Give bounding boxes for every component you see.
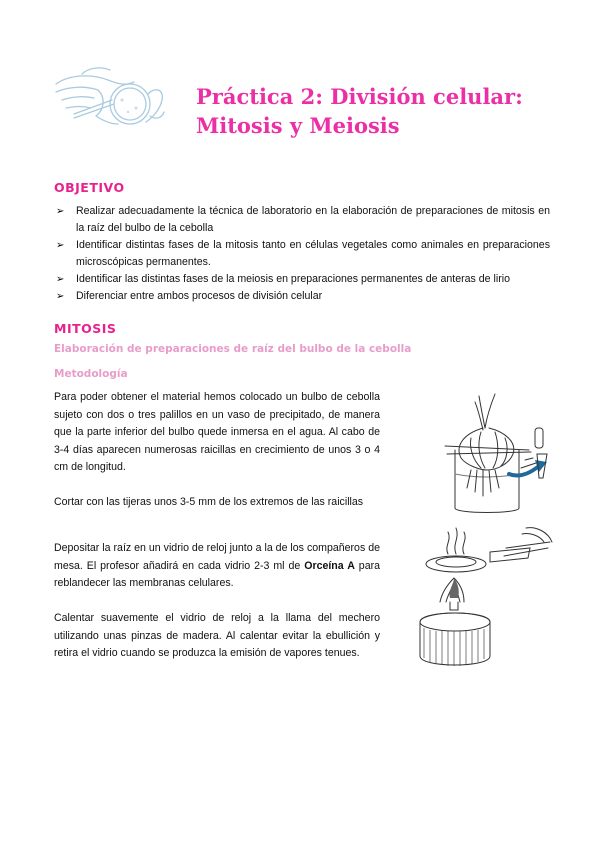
onion-beaker-illustration (425, 388, 555, 518)
objetivo-heading: OBJETIVO (54, 180, 125, 195)
objetivo-item: ➢ Identificar las distintas fases de la meiosis en preparaciones permanentes de anteras de lirio (54, 271, 550, 288)
objetivo-list (54, 203, 550, 305)
objetivo-item: ➢ Realizar adecuadamente la técnica de laboratorio en la elaboración de preparaciones de mitosis en la raíz del bulbo de la cebolla (54, 203, 550, 237)
paragraph-cut-roots: Cortar con las tijeras unos 3-5 mm de los extremos de las raicillas (54, 496, 364, 508)
petri-dish-hand-illustration (52, 64, 170, 140)
page-title (196, 82, 576, 140)
orceina-text-after: para reblandecer las membranas celulares. (54, 559, 381, 589)
paragraph-orceina (54, 540, 380, 593)
mitosis-subheading: Elaboración de preparaciones de raíz del bulbo de la cebolla (54, 343, 412, 355)
objetivo-item: ➢ Identificar distintas fases de la mitosis tanto en células vegetales como animales en preparaciones microscópicas permanentes. (54, 237, 550, 271)
orceina-text-before: Depositar la raíz en un vidrio de reloj junto a la de los compañeros de mesa. El profesor añadirá en cada vidrio 2-3 ml de (54, 542, 380, 572)
orceina-bold: Orceína A (304, 559, 355, 572)
metodologia-label: Metodología (54, 368, 128, 380)
watch-glass-heating-illustration (410, 518, 560, 676)
objetivo-item: ➢ Diferenciar entre ambos procesos de división celular (54, 288, 550, 305)
paragraph-onion-setup: Para poder obtener el material hemos colocado un bulbo de cebolla sujeto con dos o tres palillos en un vaso de precipitado, de manera que la parte inferior del bulbo quede inmersa en el agua. Al cabo de 3-4 días aparecen numerosas raicillas en crecimiento de unos 3 o 4 cm de longitud. (54, 391, 380, 473)
title-line-1: Práctica 2: División celular: (196, 84, 523, 109)
paragraph-heating: Calentar suavemente el vidrio de reloj a la llama del mechero utilizando unas pinzas de madera. Al calentar evitar la ebullición y retira el vidrio cuando se produzca la emisión de vapores tenues. (54, 612, 380, 659)
mitosis-heading: MITOSIS (54, 321, 117, 336)
title-line-2: Mitosis y Meiosis (196, 113, 400, 138)
